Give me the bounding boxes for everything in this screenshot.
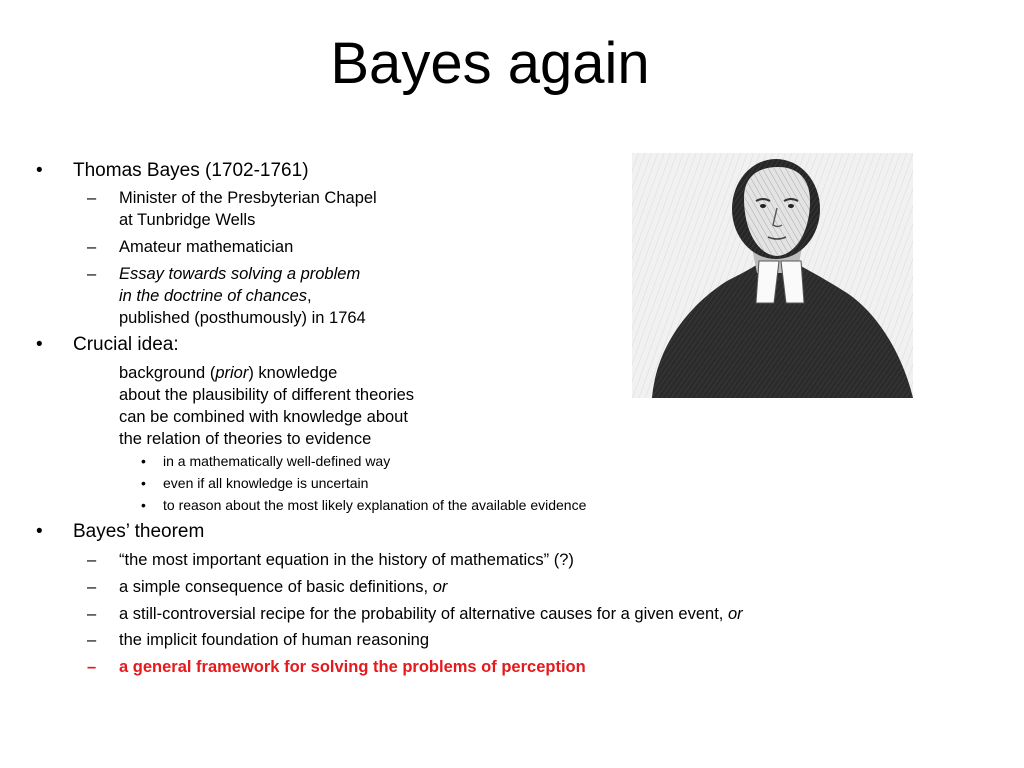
dash: – xyxy=(87,551,97,569)
minister-line-2: at Tunbridge Wells xyxy=(119,211,256,229)
dash: – xyxy=(87,631,97,649)
dash: – xyxy=(87,238,97,256)
theorem-item-2 xyxy=(119,576,447,598)
theorem-item-3 xyxy=(119,603,743,625)
small-bullet: • xyxy=(141,497,146,513)
bullet: • xyxy=(36,160,43,181)
bayes-portrait-image xyxy=(632,153,913,398)
theorem-item-1: “the most important equation in the history of mathematics” (?) xyxy=(119,551,574,569)
idea-sub-1: in a mathematically well-defined way xyxy=(163,453,391,469)
idea-line-1-post: ) knowledge xyxy=(248,364,338,382)
idea-line-2: about the plausibility of different theories xyxy=(119,386,415,404)
small-bullet: • xyxy=(141,475,146,491)
essay-title-italic: in the doctrine of chances xyxy=(119,287,308,305)
crucial-idea-heading: Crucial idea: xyxy=(73,334,179,355)
idea-sub-2: even if all knowledge is uncertain xyxy=(163,475,369,491)
idea-sub-3: to reason about the most likely explanation of the available evidence xyxy=(163,497,587,513)
theorem-item-4: the implicit foundation of human reasoning xyxy=(119,631,430,649)
or-italic: or xyxy=(727,605,743,623)
amateur-mathematician: Amateur mathematician xyxy=(119,238,294,256)
idea-line-1 xyxy=(119,362,337,384)
essay-line-3: published (posthumously) in 1764 xyxy=(119,309,366,327)
theorem-item-3-text: a still-controversial recipe for the probability of alternative causes for a given event, xyxy=(119,605,728,623)
theorem-item-5-highlight: a general framework for solving the problems of perception xyxy=(119,658,586,676)
idea-line-4: the relation of theories to evidence xyxy=(119,430,372,448)
dash-red: – xyxy=(87,658,97,676)
or-italic: or xyxy=(432,578,448,596)
thomas-bayes-heading: Thomas Bayes (1702-1761) xyxy=(73,160,309,181)
minister-line-1: Minister of the Presbyterian Chapel xyxy=(119,189,377,207)
dash: – xyxy=(87,265,97,283)
essay-line-1: Essay towards solving a problem xyxy=(119,265,361,283)
essay-line-2 xyxy=(119,285,312,307)
theorem-item-2-text: a simple consequence of basic definitions, xyxy=(119,578,433,596)
prior-italic: prior xyxy=(215,364,249,382)
idea-line-3: can be combined with knowledge about xyxy=(119,408,408,426)
slide-title: Bayes again xyxy=(330,31,650,96)
bayes-theorem-heading: Bayes’ theorem xyxy=(73,521,205,542)
bullet: • xyxy=(36,521,43,542)
dash: – xyxy=(87,605,97,623)
small-bullet: • xyxy=(141,453,146,469)
bullet: • xyxy=(36,334,43,355)
dash: – xyxy=(87,189,97,207)
essay-comma: , xyxy=(307,287,312,305)
idea-line-1-pre: background ( xyxy=(119,364,216,382)
dash: – xyxy=(87,578,97,596)
